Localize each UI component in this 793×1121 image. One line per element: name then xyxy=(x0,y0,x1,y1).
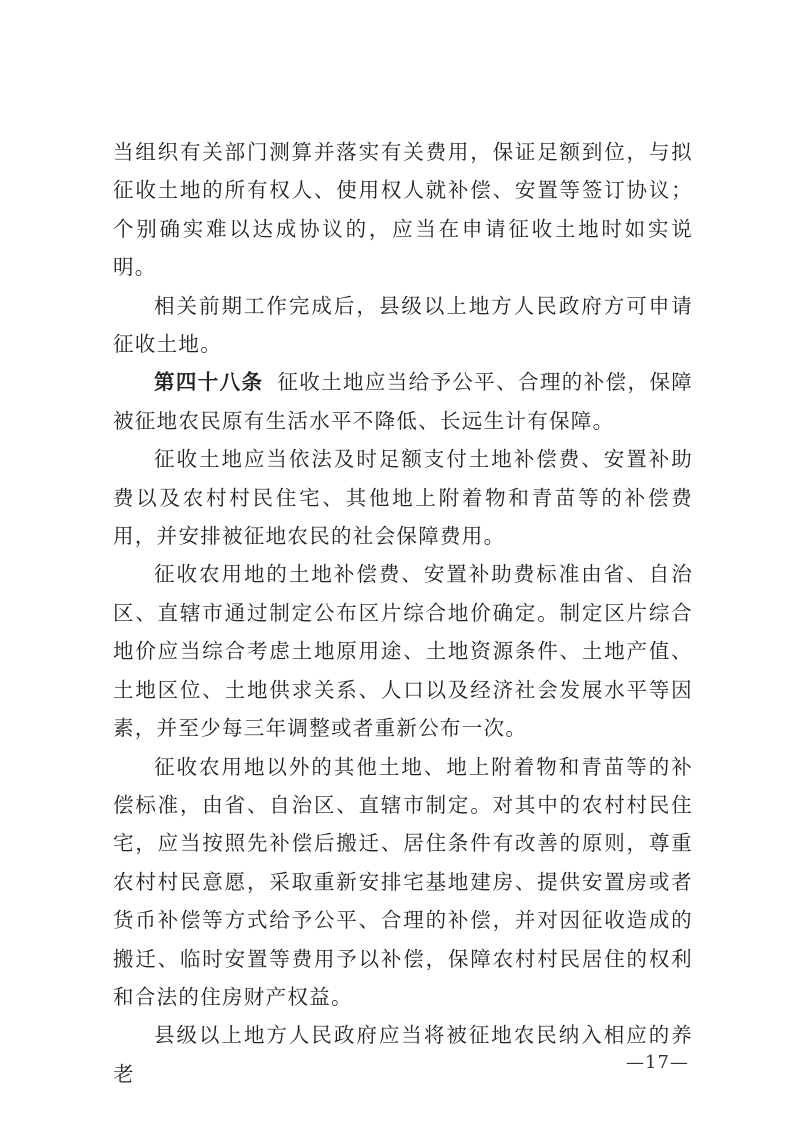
paragraph-other-land-compensation: 征收农用地以外的其他土地、地上附着物和青苗等的补偿标准，由省、自治区、直辖市制定。对其中的农村村民住宅，应当按照先补偿后搬迁、居住条件有改善的原则，尊重农村村民意愿，采取重新安排宅基地建房、提供安置房或者货币补偿等方式给予公平、合理的补偿，并对因征收造成的搬迁、临时安置等费用予以补偿，保障农村村民居住的权利和合法的住房财产权益。 xyxy=(113,754,693,1009)
article-intro-text: 征收土地应当给予公平、合理的补偿，保障被征地农民原有生活水平不降低、长远生计有保障。 xyxy=(113,370,693,433)
article-title: 第四十八条 xyxy=(154,370,264,395)
article-48-heading-paragraph xyxy=(113,363,693,440)
continuation-paragraph: 当组织有关部门测算并落实有关费用，保证足额到位，与拟征收土地的所有权人、使用权人就补偿、安置等签订协议；个别确实难以达成协议的，应当在申请征收土地时如实说明。 xyxy=(113,140,693,280)
paragraph-compensation-payment: 征收土地应当依法及时足额支付土地补偿费、安置补助费以及农村村民住宅、其他地上附着物和青苗等的补偿费用，并安排被征地农民的社会保障费用。 xyxy=(113,447,693,549)
paragraph-social-security: 县级以上地方人民政府应当将被征地农民纳入相应的养老 xyxy=(113,1023,693,1086)
page-number: —17— xyxy=(626,1052,689,1073)
document-body xyxy=(113,133,693,1093)
paragraph-agricultural-land-price: 征收农用地的土地补偿费、安置补助费标准由省、自治区、直辖市通过制定公布区片综合地价确定。制定区片综合地价应当综合考虑土地原用途、土地资源条件、土地产值、土地区位、土地供求关系、人口以及经济社会发展水平等因素，并至少每三年调整或者重新公布一次。 xyxy=(113,562,693,741)
paragraph-preliminary-work: 相关前期工作完成后，县级以上地方人民政府方可申请征收土地。 xyxy=(113,293,693,357)
